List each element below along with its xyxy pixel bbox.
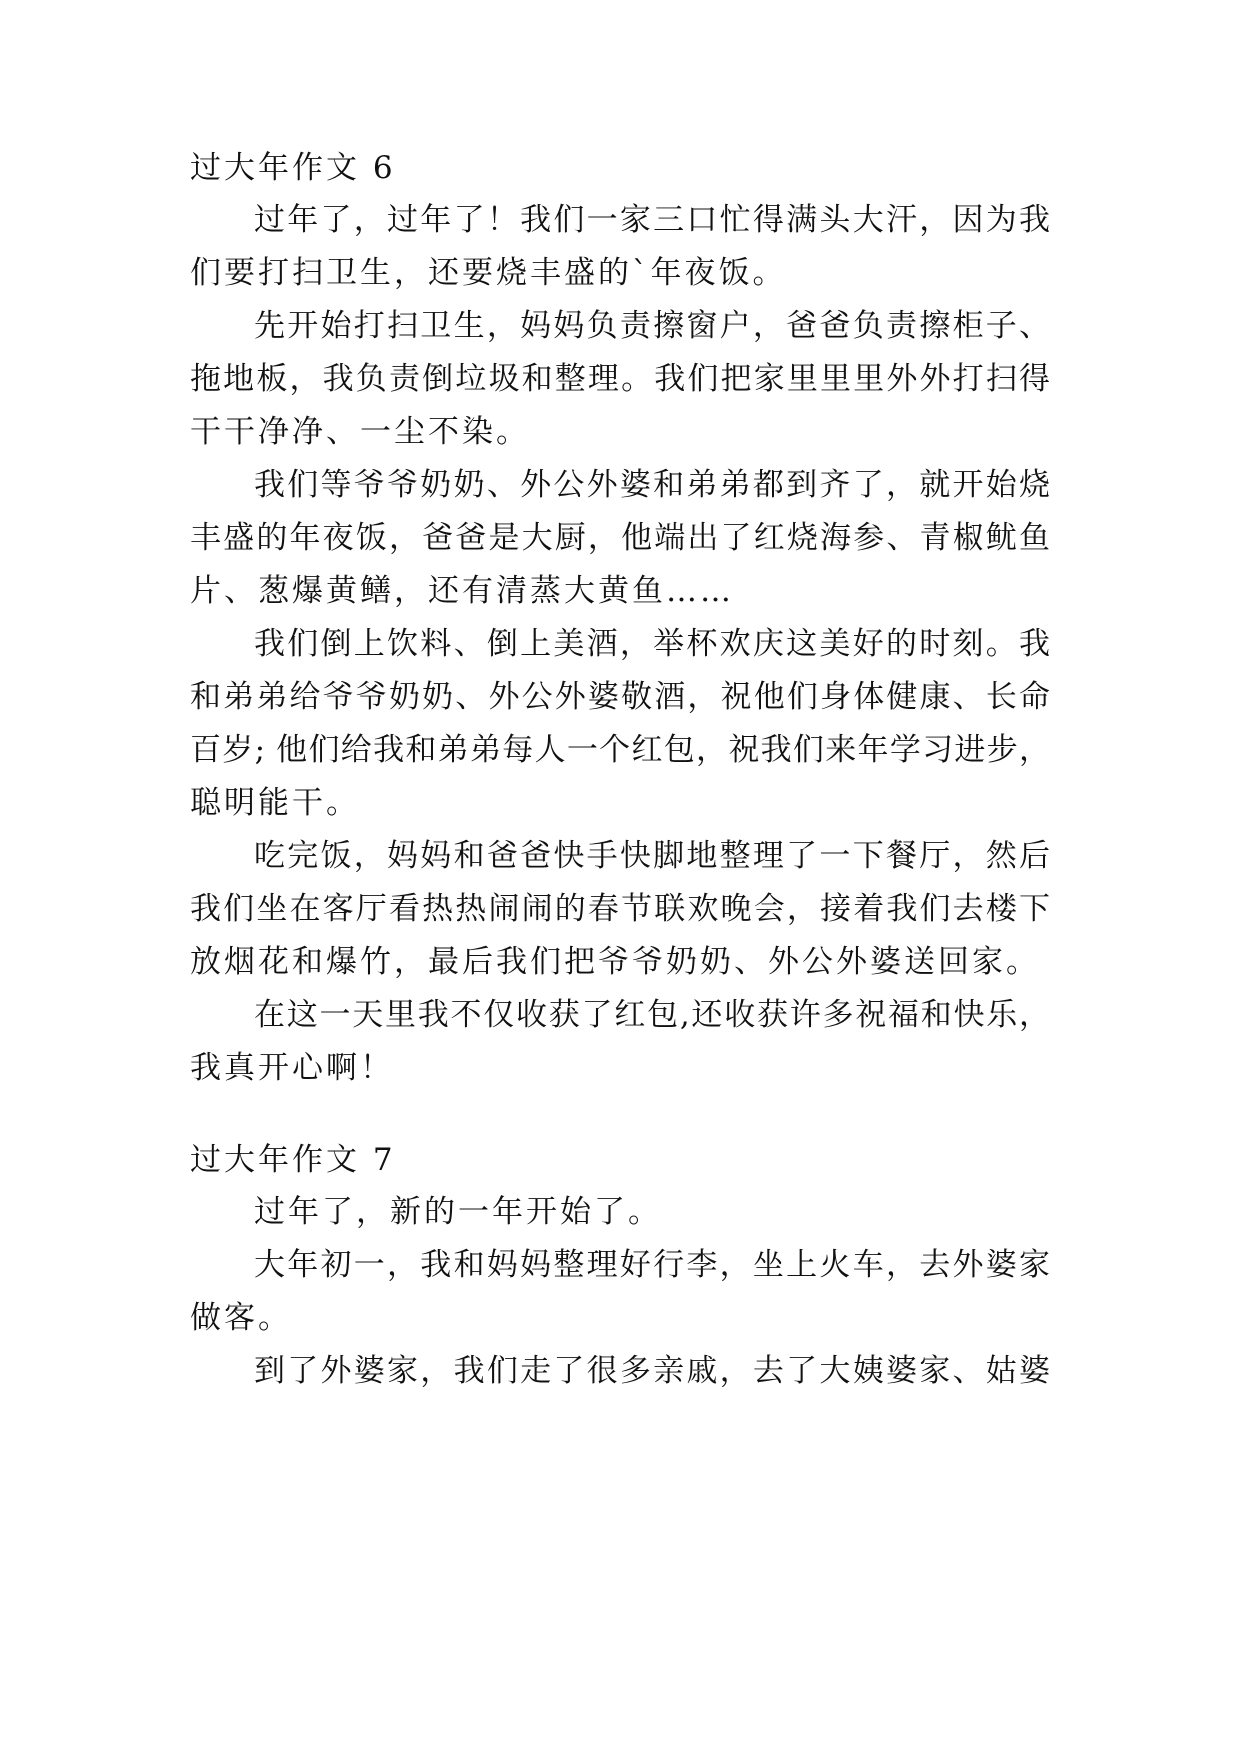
essay-6-p4-line1: 我们倒上饮料、倒上美酒，举杯欢庆这美好的时刻。我 — [254, 626, 1050, 662]
essay-6-p6-line1: 在这一天里我不仅收获了红包,还收获许多祝福和快乐， — [254, 997, 1050, 1033]
essay-6-p1-line1: 过年了，过年了！我们一家三口忙得满头大汗，因为我 — [254, 202, 1050, 238]
essay-7-p1-line1: 过年了，新的一年开始了。 — [254, 1194, 662, 1230]
essay-6-title: 过大年作文 6 — [190, 150, 396, 186]
essay-7-p3-line1: 到了外婆家，我们走了很多亲戚，去了大姨婆家、姑婆 — [254, 1353, 1050, 1389]
essay-6-p6-line2: 我真开心啊！ — [190, 1050, 394, 1086]
essay-6-p4-line2: 和弟弟给爷爷奶奶、外公外婆敬酒，祝他们身体健康、长命 — [190, 679, 1050, 715]
essay-6-p2-line2: 拖地板，我负责倒垃圾和整理。我们把家里里里外外打扫得 — [190, 361, 1050, 397]
essay-6-p3-line3: 片、葱爆黄鳝，还有清蒸大黄鱼…… — [190, 573, 734, 609]
essay-6-p3-line2: 丰盛的年夜饭，爸爸是大厨，他端出了红烧海参、青椒鱿鱼 — [190, 520, 1050, 556]
essay-6-p4-line3: 百岁; 他们给我和弟弟每人一个红包，祝我们来年学习进步， — [190, 732, 1050, 768]
essay-6-p5-line1: 吃完饭，妈妈和爸爸快手快脚地整理了一下餐厅，然后 — [254, 838, 1050, 874]
essay-6-p2-line3: 干干净净、一尘不染。 — [190, 414, 530, 450]
essay-6-p5-line2: 我们坐在客厅看热热闹闹的春节联欢晚会，接着我们去楼下 — [190, 891, 1050, 927]
essay-7-p2-line1: 大年初一，我和妈妈整理好行李，坐上火车，去外婆家 — [254, 1247, 1050, 1283]
essay-7-title: 过大年作文 7 — [190, 1142, 396, 1178]
essay-6-p2-line1: 先开始打扫卫生，妈妈负责擦窗户，爸爸负责擦柜子、 — [254, 308, 1050, 344]
essay-7-p2-line2: 做客。 — [190, 1300, 292, 1336]
essay-6-p5-line3: 放烟花和爆竹，最后我们把爷爷奶奶、外公外婆送回家。 — [190, 944, 1040, 980]
essay-6-p3-line1: 我们等爷爷奶奶、外公外婆和弟弟都到齐了，就开始烧 — [254, 467, 1050, 503]
essay-6-p1-line2: 们要打扫卫生，还要烧丰盛的`年夜饭。 — [190, 255, 787, 291]
essay-6-p4-line4: 聪明能干。 — [190, 785, 360, 821]
